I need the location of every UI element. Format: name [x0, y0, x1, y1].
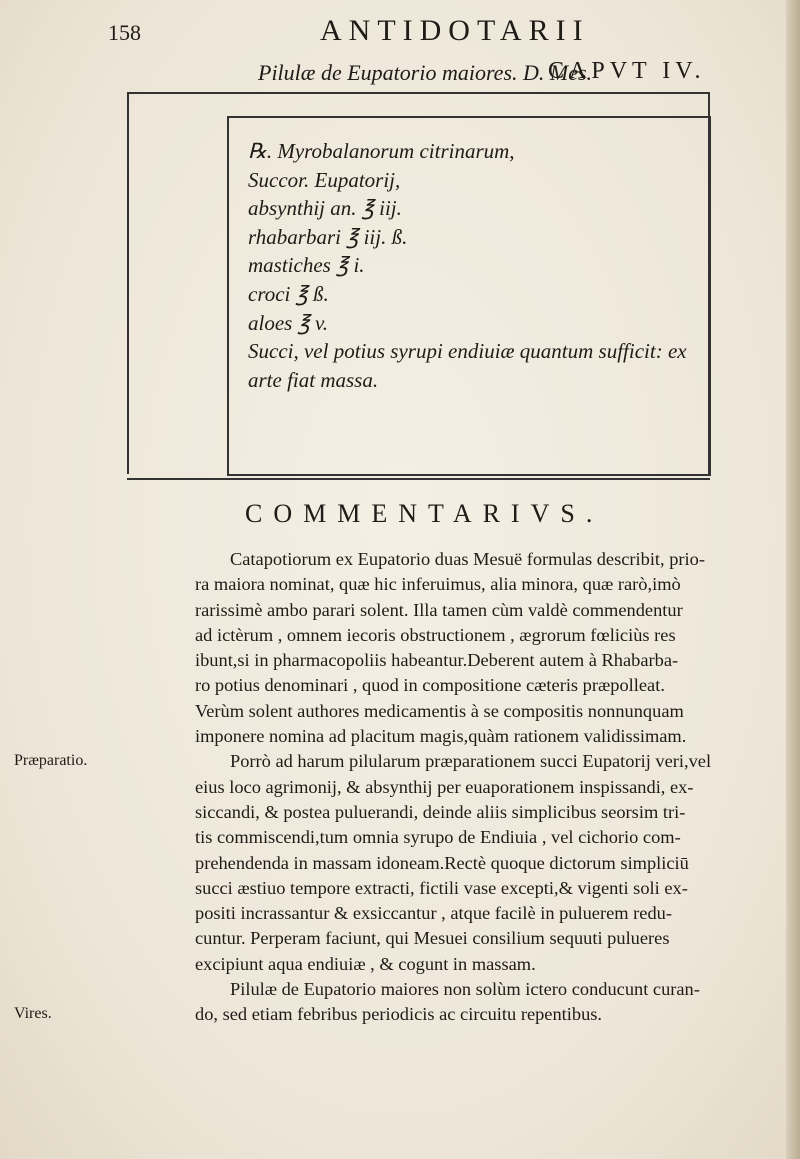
- text-line: Verùm solent authores medicamentis à se compositis nonnunquam: [195, 700, 684, 721]
- text-line: imponere nomina ad placitum magis,quàm rationem validissimam.: [195, 726, 687, 747]
- page-number: 158: [108, 20, 141, 45]
- text-line: rarissimè ambo parari solent. Illa tamen cùm valdè commendentur: [195, 599, 683, 620]
- text-line: ad ictèrum , omnem iecoris obstructionem , ægrorum fœliciùs res: [195, 624, 676, 645]
- text-line: positi incrassantur & exsiccantur , atque facilè in puluerem redu-: [195, 903, 672, 924]
- page-header: [0, 8, 800, 47]
- chapter-label: CAPVT IV.: [548, 58, 706, 84]
- margin-note-vires: Vires.: [14, 1005, 52, 1022]
- text-line: eius loco agrimonij, & absynthij per euaporationem inspissandi, ex-: [195, 776, 694, 797]
- recipe-title: Pilulæ de Eupatorio maiores. D. Mes.: [258, 60, 593, 85]
- text-line: ibunt,si in pharmacopoliis habeantur.Deberent autem à Rhabarba-: [195, 650, 679, 671]
- recipe-line: Succor. Eupatorij,: [248, 167, 401, 192]
- commentary-text: [195, 547, 770, 1028]
- margin-note-praeparatio: Præparatio.: [14, 752, 88, 769]
- recipe-box: [248, 137, 703, 394]
- recipe-line: croci ℥ ß.: [248, 281, 329, 306]
- text-line: do, sed etiam febribus periodicis ac circuitu repentibus.: [195, 1004, 603, 1025]
- recipe-line: arte fiat massa.: [248, 367, 379, 392]
- text-line: prehendenda in massam idoneam.Rectè quoque dictorum simpliciū: [195, 852, 689, 873]
- recipe-frame-left-rule: [127, 94, 129, 474]
- recipe-line: aloes ℥ v.: [248, 310, 328, 335]
- text-line: succi æstiuo tempore extracti, fictili vase excepti,& vigenti soli ex-: [195, 877, 688, 898]
- text-line: tis commiscendi,tum omnia syrupo de Endiuia , vel cichorio com-: [195, 827, 681, 848]
- text-line: ra maiora nominat, quæ hic inferuimus, alia minora, quæ rarò,imò: [195, 574, 681, 595]
- text-line: cuntur. Perperam faciunt, qui Mesuei consilium sequuti pulueres: [195, 928, 670, 949]
- text-line: Porrò ad harum pilularum præparationem succi Eupatorij veri,vel: [230, 751, 712, 772]
- recipe-line: mastiches ℥ i.: [248, 253, 365, 278]
- text-line: ro potius denominari , quod in compositione cæteris præpolleat.: [195, 675, 665, 696]
- recipe-line: Succi, vel potius syrupi endiuiæ quantum sufficit: ex: [248, 339, 687, 364]
- recipe-line: ℞. Myrobalanorum citrinarum,: [248, 139, 515, 163]
- running-title: ANTIDOTARII: [320, 14, 590, 47]
- commentary-heading: COMMENTARIVS.: [245, 499, 604, 528]
- page-edge: [786, 0, 800, 1159]
- text-line: excipiunt aqua endiuiæ , & cogunt in massam.: [195, 953, 536, 974]
- recipe-line: rhabarbari ℥ iij. ß.: [248, 224, 408, 249]
- text-line: Pilulæ de Eupatorio maiores non solùm ictero conducunt curan-: [230, 979, 700, 1000]
- text-line: siccandi, & postea puluerandi, deinde aliis simplicibus seorsim tri-: [195, 801, 686, 822]
- recipe-line: absynthij an. ℥ iij.: [248, 196, 402, 221]
- chapter-header: [0, 56, 800, 92]
- text-line: Catapotiorum ex Eupatorio duas Mesuë formulas describit, prio-: [230, 549, 705, 569]
